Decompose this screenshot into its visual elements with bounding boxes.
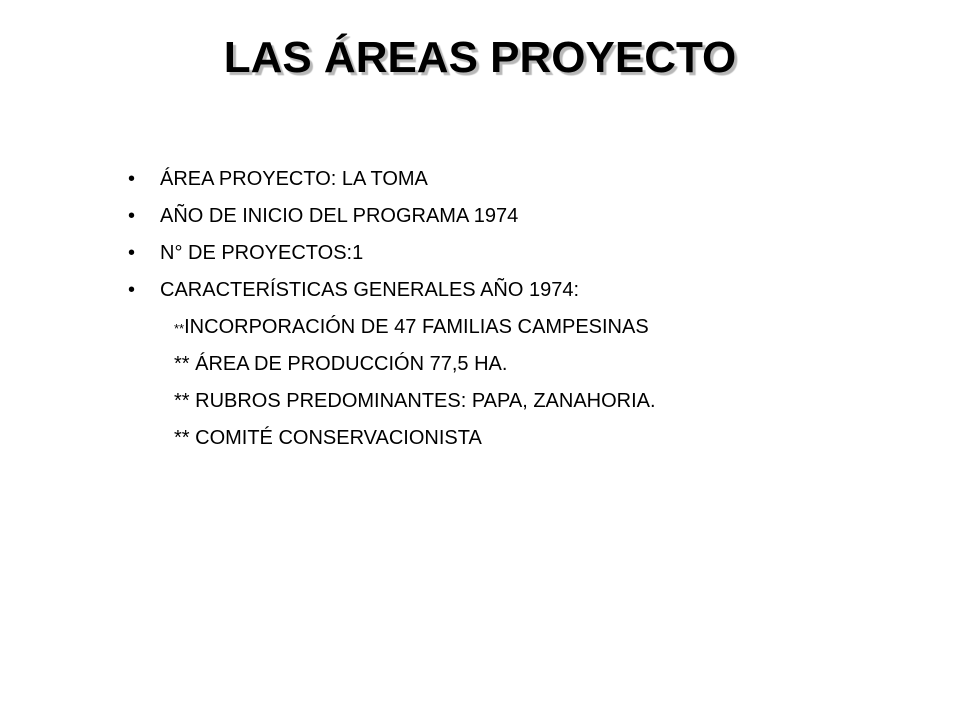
- slide-title: LAS ÁREAS PROYECTO: [223, 33, 737, 82]
- bullet-list: [128, 161, 656, 457]
- bullet-text: ÁREA PROYECTO: LA TOMA: [160, 168, 428, 190]
- sub-item: [128, 383, 656, 420]
- sub-item-stars: **: [174, 321, 185, 336]
- bullet-item: [128, 161, 656, 198]
- bullet-icon: •: [128, 242, 136, 264]
- sub-item-text: ** COMITÉ CONSERVACIONISTA: [174, 427, 482, 449]
- sub-item: [128, 309, 656, 346]
- sub-item-text: ** ÁREA DE PRODUCCIÓN 77,5 HA.: [174, 353, 508, 375]
- bullet-icon: •: [128, 168, 136, 190]
- bullet-icon: •: [128, 279, 136, 301]
- bullet-item: [128, 272, 656, 309]
- sub-item: [128, 346, 656, 383]
- bullet-text: CARACTERÍSTICAS GENERALES AÑO 1974:: [160, 279, 580, 301]
- bullet-item: [128, 198, 656, 235]
- bullet-item: [128, 235, 656, 272]
- sub-item-text: INCORPORACIÓN DE 47 FAMILIAS CAMPESINAS: [184, 316, 649, 338]
- bullet-text: AÑO DE INICIO DEL PROGRAMA 1974: [160, 205, 519, 227]
- bullet-icon: •: [128, 205, 136, 227]
- sub-item-text: ** RUBROS PREDOMINANTES: PAPA, ZANAHORIA.: [174, 390, 656, 412]
- sub-item: [128, 420, 656, 457]
- bullet-text: N° DE PROYECTOS:1: [160, 242, 364, 264]
